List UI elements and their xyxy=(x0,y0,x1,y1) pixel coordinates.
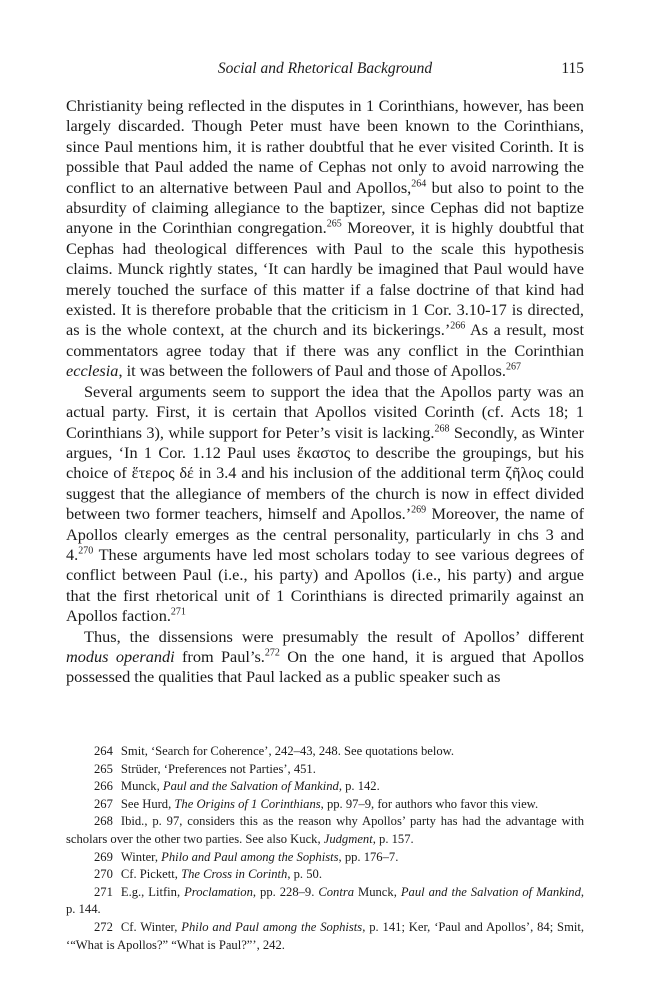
footnote xyxy=(66,884,584,919)
text-run: Cf. Pickett, xyxy=(120,867,182,882)
footnote-number: 264 xyxy=(94,744,113,758)
footnote-number: 271 xyxy=(94,884,113,899)
page-header xyxy=(66,60,584,80)
footnote-number: 265 xyxy=(94,761,113,776)
body-paragraph xyxy=(66,382,584,627)
footnote-number: 270 xyxy=(94,867,113,882)
footnote-ref: 270 xyxy=(78,545,94,557)
footnote-number: 269 xyxy=(94,849,113,864)
text-run: , p. 142. xyxy=(338,779,380,794)
running-head: Social and Rhetorical Background xyxy=(217,60,433,77)
footnote-ref: 266 xyxy=(450,321,466,333)
body-paragraph xyxy=(66,627,584,688)
text-run: , pp. 176–7. xyxy=(338,849,399,864)
footnote-ref: 267 xyxy=(505,361,521,373)
footnote-number: 266 xyxy=(94,779,113,794)
footnote-ref: 265 xyxy=(326,219,342,231)
text-run: Thus, the dissensions were presumably the result of Apollos’ different xyxy=(84,626,584,646)
footnote xyxy=(66,743,584,761)
italic-text: modus operandi xyxy=(66,646,175,666)
text-run: Munck, xyxy=(354,884,401,899)
body-text xyxy=(66,96,584,688)
text-run: Secondly, as Winter argues, ‘In 1 Cor. 1.12 Paul uses ἕκαστος to describe the groupings, but his choice of ἕτερος δέ in 3.4 and his inclusion of the additional term ζῆλος could suggest that the allegiance of members of the church is now in effect divided between two former teachers, himself and Apollos.’ xyxy=(66,422,584,524)
text-run: Cf. Winter, xyxy=(120,919,182,934)
italic-text: ecclesia xyxy=(66,361,119,381)
footnote-ref: 268 xyxy=(434,423,450,435)
text-run: Several arguments seem to support the idea that the Apollos party was an actual party. First, it is certain that Apollos visited Corinth (cf. Acts 18; 1 Corinthians 3), while support for Peter’s visit is lacking. xyxy=(66,381,584,442)
text-run: , p. 157. xyxy=(372,831,414,846)
footnote-number: 268 xyxy=(94,814,113,829)
text-run: E.g., Litfin, xyxy=(120,884,185,899)
footnote-number: 272 xyxy=(94,919,113,934)
footnote xyxy=(66,761,584,779)
italic-text: Paul and the Salvation of Mankind xyxy=(400,884,581,899)
footnote xyxy=(66,778,584,796)
text-run: Ibid., p. 97, considers this as the reason why Apollos’ party has had the advantage with scholars over the other two parties. See also Kuck, xyxy=(66,814,584,846)
footnote xyxy=(66,849,584,867)
body-paragraph xyxy=(66,96,584,382)
italic-text: Contra xyxy=(318,884,355,899)
text-run: Smit, ‘Search for Coherence’, 242–43, 248. See quotations below. xyxy=(120,744,455,758)
text-run: Strüder, ‘Preferences not Parties’, 451. xyxy=(120,761,316,776)
text-run: Moreover, it is highly doubtful that Cephas had theological differences with Paul to the scale this hypothesis claims. Munck rightly states, ‘It can hardly be imagined that Paul would have merely touched the surface of this matter if a false doctrine of that kind had existed. It is therefore probable that the criticism in 1 Cor. 3.10-17 is directed, as is the whole context, at the church and its bickerings.’ xyxy=(66,218,585,340)
footnote-ref: 272 xyxy=(264,647,280,659)
text-run: Moreover, the name of Apollos clearly emerges as the central personality, particularly in chs 3 and 4. xyxy=(66,504,585,564)
text-run: , p. 141; Ker, ‘Paul and Apollos’, 84; Smit, ‘“What is Apollos?” “What is Paul?”’, 242. xyxy=(66,919,585,952)
text-run: See Hurd, xyxy=(120,796,175,811)
footnote xyxy=(66,796,584,814)
italic-text: Judgment xyxy=(323,831,373,846)
text-run: , pp. 228–9. xyxy=(252,884,319,899)
text-run: On the one hand, it is argued that Apollos possessed the qualities that Paul lacked as a public speaker such as xyxy=(66,646,584,687)
text-run: Munck, xyxy=(120,779,163,794)
italic-text: Proclamation xyxy=(184,884,253,899)
footnote-ref: 271 xyxy=(170,606,186,618)
footnote xyxy=(66,919,584,954)
footnote xyxy=(66,813,584,848)
italic-text: The Cross in Corinth xyxy=(181,867,288,882)
page-number: 115 xyxy=(561,60,584,77)
footnote-ref: 269 xyxy=(411,504,427,516)
text-run: from Paul’s. xyxy=(174,646,265,666)
italic-text: The Origins of 1 Corinthians xyxy=(174,796,321,811)
italic-text: Philo and Paul among the Sophists xyxy=(181,919,363,934)
footnotes xyxy=(66,743,584,954)
text-run: As a result, most commentators agree today that if there was any conflict in the Corinthian xyxy=(66,320,585,360)
text-run: , p. 50. xyxy=(287,867,322,882)
footnote-number: 267 xyxy=(94,796,113,811)
italic-text: Paul and the Salvation of Mankind xyxy=(162,779,339,794)
text-run: , pp. 97–9, for authors who favor this view. xyxy=(320,796,539,811)
footnote xyxy=(66,866,584,884)
text-run: , p. 144. xyxy=(66,884,585,917)
text-run: , it was between the followers of Paul and those of Apollos. xyxy=(118,361,506,381)
footnote-ref: 264 xyxy=(411,178,427,190)
text-run: Winter, xyxy=(120,849,162,864)
italic-text: Philo and Paul among the Sophists xyxy=(161,849,339,864)
text-run: Christianity being reflected in the disputes in 1 Corinthians, however, has been largely discarded. Though Peter must have been known to the Corinthians, since Paul mentions him, it is rather doubtful that he ever visited Corinth. It is possible that Paul added the name of Cephas not only to avoid narrowing the conflict to an alternative between Paul and Apollos, xyxy=(66,96,584,197)
text-run: These arguments have led most scholars today to see various degrees of conflict between Paul (i.e., his party) and Apollos (i.e., his party) and argue that the first rhetorical unit of 1 Corinthians is directed primarily against an Apollos faction. xyxy=(66,544,584,626)
text-run: but also to point to the absurdity of claiming allegiance to the baptizer, since Cephas did not baptize anyone in the Corinthian congregation. xyxy=(66,177,584,238)
